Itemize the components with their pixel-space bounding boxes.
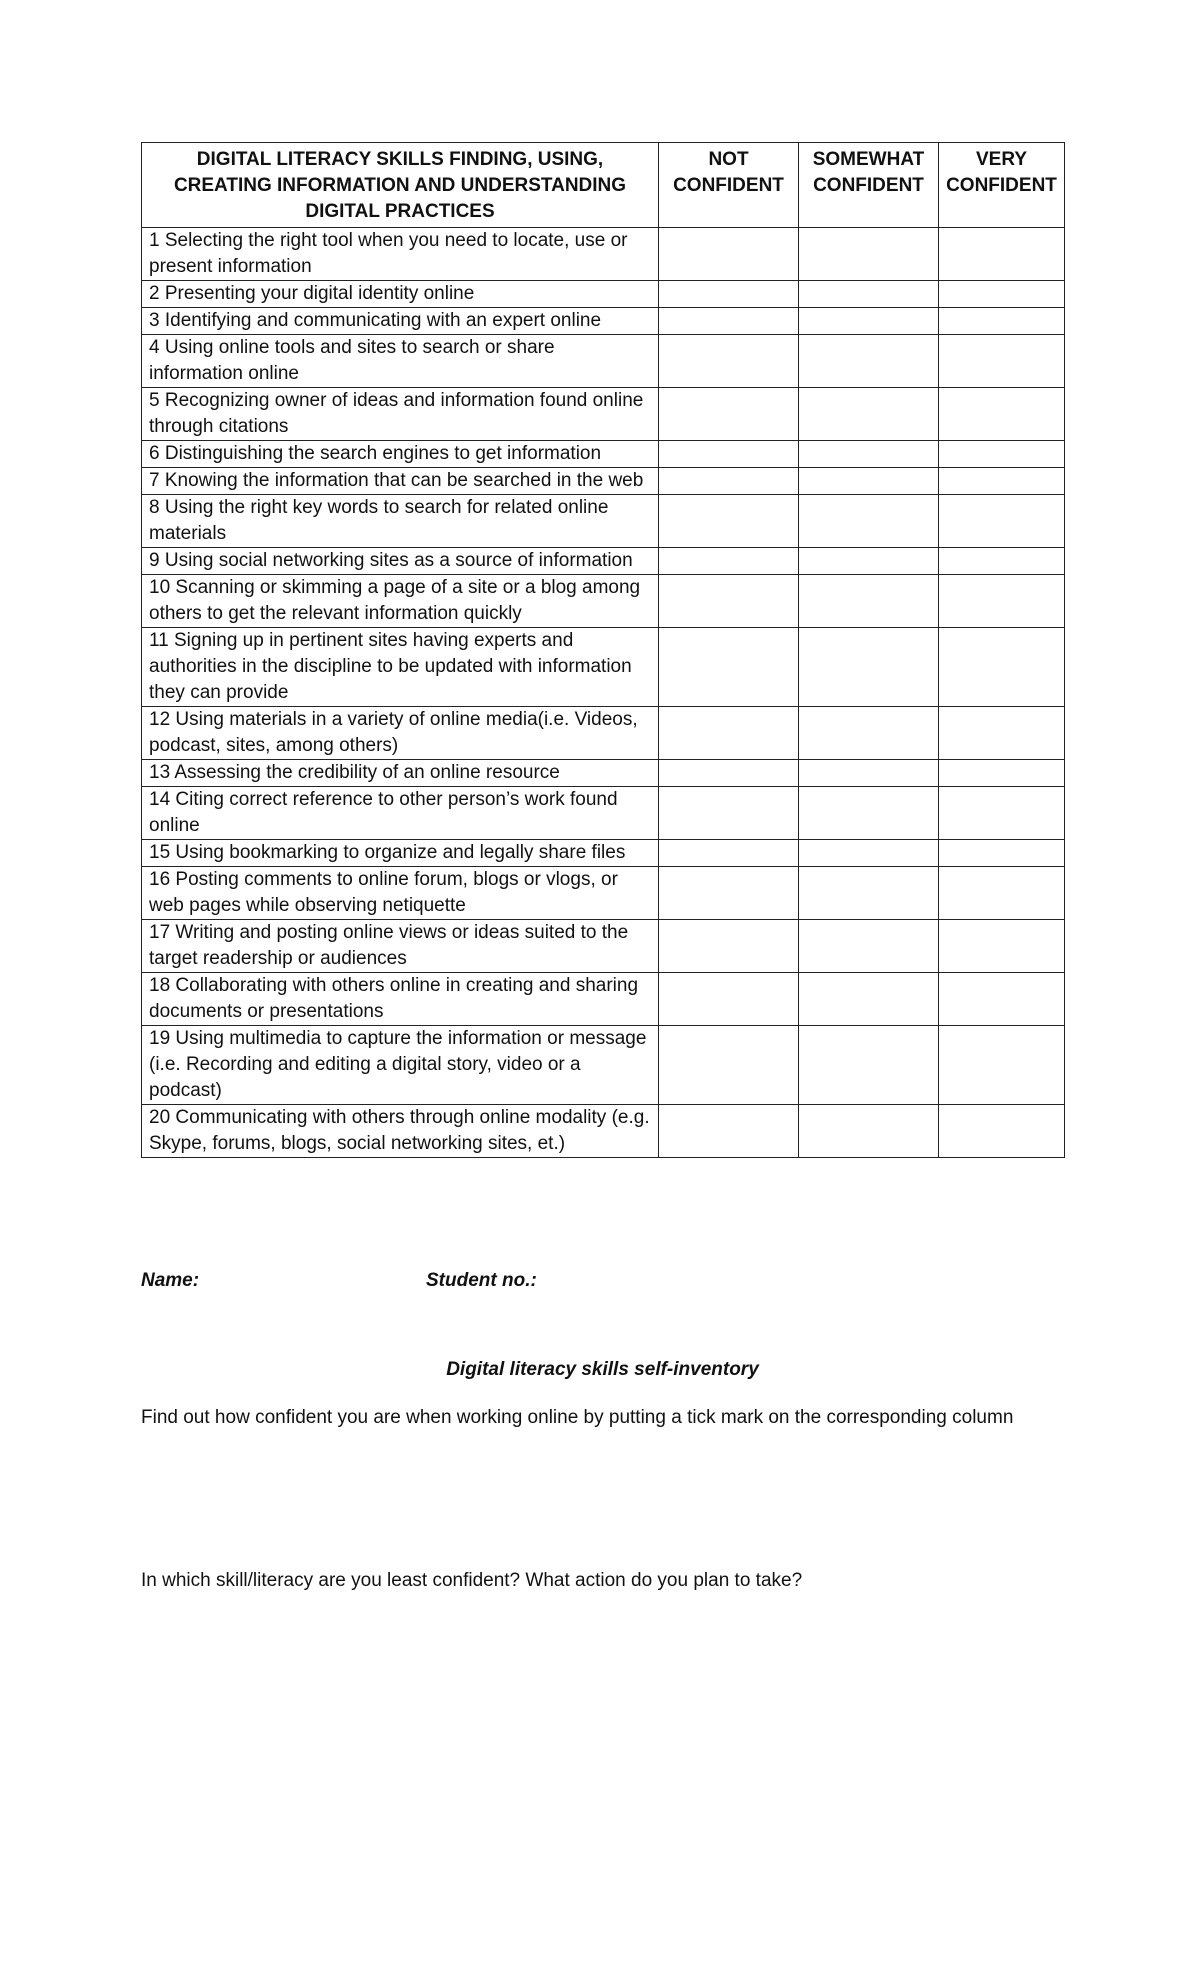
table-row bbox=[142, 840, 1065, 867]
skill-cell: 19 Using multimedia to capture the information or message (i.e. Recording and editing a digital story, video or a podcast) bbox=[142, 1026, 659, 1105]
table-row bbox=[142, 628, 1065, 707]
table-row bbox=[142, 973, 1065, 1026]
rating-cell-very-confident[interactable] bbox=[939, 308, 1065, 335]
rating-cell-very-confident[interactable] bbox=[939, 973, 1065, 1026]
rating-cell-very-confident[interactable] bbox=[939, 707, 1065, 760]
table-row bbox=[142, 1105, 1065, 1158]
rating-cell-not-confident[interactable] bbox=[659, 468, 799, 495]
rating-cell-somewhat-confident[interactable] bbox=[799, 707, 939, 760]
table-row bbox=[142, 308, 1065, 335]
rating-cell-very-confident[interactable] bbox=[939, 388, 1065, 441]
rating-cell-not-confident[interactable] bbox=[659, 628, 799, 707]
rating-cell-not-confident[interactable] bbox=[659, 920, 799, 973]
rating-cell-somewhat-confident[interactable] bbox=[799, 468, 939, 495]
rating-cell-not-confident[interactable] bbox=[659, 1026, 799, 1105]
skill-cell: 2 Presenting your digital identity online bbox=[142, 281, 659, 308]
rating-cell-somewhat-confident[interactable] bbox=[799, 308, 939, 335]
rating-cell-somewhat-confident[interactable] bbox=[799, 867, 939, 920]
table-row bbox=[142, 575, 1065, 628]
table-row bbox=[142, 468, 1065, 495]
rating-cell-somewhat-confident[interactable] bbox=[799, 575, 939, 628]
table-row bbox=[142, 867, 1065, 920]
table-row bbox=[142, 787, 1065, 840]
rating-cell-somewhat-confident[interactable] bbox=[799, 920, 939, 973]
rating-cell-somewhat-confident[interactable] bbox=[799, 495, 939, 548]
rating-cell-not-confident[interactable] bbox=[659, 281, 799, 308]
table-row bbox=[142, 441, 1065, 468]
skill-cell: 5 Recognizing owner of ideas and information found online through citations bbox=[142, 388, 659, 441]
rating-cell-somewhat-confident[interactable] bbox=[799, 628, 939, 707]
reflection-question: In which skill/literacy are you least confident? What action do you plan to take? bbox=[141, 1570, 803, 1591]
table-row bbox=[142, 281, 1065, 308]
rating-cell-not-confident[interactable] bbox=[659, 495, 799, 548]
rating-cell-very-confident[interactable] bbox=[939, 228, 1065, 281]
table-row bbox=[142, 548, 1065, 575]
rating-cell-very-confident[interactable] bbox=[939, 335, 1065, 388]
rating-cell-not-confident[interactable] bbox=[659, 388, 799, 441]
skill-cell: 13 Assessing the credibility of an online resource bbox=[142, 760, 659, 787]
rating-cell-very-confident[interactable] bbox=[939, 575, 1065, 628]
skills-inventory-table bbox=[141, 142, 1065, 1158]
rating-cell-somewhat-confident[interactable] bbox=[799, 281, 939, 308]
rating-cell-somewhat-confident[interactable] bbox=[799, 973, 939, 1026]
rating-cell-very-confident[interactable] bbox=[939, 1026, 1065, 1105]
rating-cell-somewhat-confident[interactable] bbox=[799, 1105, 939, 1158]
header-not-confident: NOT CONFIDENT bbox=[659, 143, 799, 228]
skill-cell: 1 Selecting the right tool when you need to locate, use or present information bbox=[142, 228, 659, 281]
rating-cell-not-confident[interactable] bbox=[659, 308, 799, 335]
rating-cell-not-confident[interactable] bbox=[659, 548, 799, 575]
skill-cell: 12 Using materials in a variety of online media(i.e. Videos, podcast, sites, among others) bbox=[142, 707, 659, 760]
skill-cell: 18 Collaborating with others online in creating and sharing documents or presentations bbox=[142, 973, 659, 1026]
table-row bbox=[142, 1026, 1065, 1105]
rating-cell-very-confident[interactable] bbox=[939, 628, 1065, 707]
rating-cell-very-confident[interactable] bbox=[939, 760, 1065, 787]
table-header-row bbox=[142, 143, 1065, 228]
skill-cell: 14 Citing correct reference to other person’s work found online bbox=[142, 787, 659, 840]
skill-cell: 15 Using bookmarking to organize and legally share files bbox=[142, 840, 659, 867]
skill-cell: 11 Signing up in pertinent sites having experts and authorities in the discipline to be updated with information they can provide bbox=[142, 628, 659, 707]
table-row bbox=[142, 228, 1065, 281]
header-skill: DIGITAL LITERACY SKILLS FINDING, USING, CREATING INFORMATION AND UNDERSTANDING DIGITAL PRACTICES bbox=[142, 143, 659, 228]
table-row bbox=[142, 920, 1065, 973]
rating-cell-very-confident[interactable] bbox=[939, 548, 1065, 575]
table-row bbox=[142, 760, 1065, 787]
rating-cell-somewhat-confident[interactable] bbox=[799, 441, 939, 468]
skill-cell: 17 Writing and posting online views or ideas suited to the target readership or audiences bbox=[142, 920, 659, 973]
skill-cell: 7 Knowing the information that can be searched in the web bbox=[142, 468, 659, 495]
rating-cell-not-confident[interactable] bbox=[659, 867, 799, 920]
inventory-title: Digital literacy skills self-inventory bbox=[446, 1359, 759, 1380]
rating-cell-very-confident[interactable] bbox=[939, 441, 1065, 468]
rating-cell-not-confident[interactable] bbox=[659, 441, 799, 468]
table-row bbox=[142, 707, 1065, 760]
table-row bbox=[142, 495, 1065, 548]
rating-cell-very-confident[interactable] bbox=[939, 787, 1065, 840]
skill-cell: 3 Identifying and communicating with an expert online bbox=[142, 308, 659, 335]
student-no-label: Student no.: bbox=[426, 1270, 537, 1291]
rating-cell-somewhat-confident[interactable] bbox=[799, 1026, 939, 1105]
rating-cell-somewhat-confident[interactable] bbox=[799, 228, 939, 281]
rating-cell-not-confident[interactable] bbox=[659, 787, 799, 840]
table-row bbox=[142, 335, 1065, 388]
rating-cell-very-confident[interactable] bbox=[939, 840, 1065, 867]
rating-cell-very-confident[interactable] bbox=[939, 495, 1065, 548]
inventory-instructions: Find out how confident you are when working online by putting a tick mark on the corresponding column bbox=[141, 1407, 1014, 1428]
rating-cell-very-confident[interactable] bbox=[939, 1105, 1065, 1158]
rating-cell-somewhat-confident[interactable] bbox=[799, 548, 939, 575]
skill-cell: 20 Communicating with others through online modality (e.g. Skype, forums, blogs, social networking sites, et.) bbox=[142, 1105, 659, 1158]
name-label: Name: bbox=[141, 1270, 200, 1291]
rating-cell-not-confident[interactable] bbox=[659, 707, 799, 760]
table-row bbox=[142, 388, 1065, 441]
rating-cell-not-confident[interactable] bbox=[659, 1105, 799, 1158]
rating-cell-very-confident[interactable] bbox=[939, 281, 1065, 308]
skills-table-body bbox=[142, 228, 1065, 1158]
skill-cell: 6 Distinguishing the search engines to get information bbox=[142, 441, 659, 468]
rating-cell-not-confident[interactable] bbox=[659, 760, 799, 787]
skill-cell: 9 Using social networking sites as a source of information bbox=[142, 548, 659, 575]
rating-cell-not-confident[interactable] bbox=[659, 228, 799, 281]
header-very-confident: VERY CONFIDENT bbox=[939, 143, 1065, 228]
rating-cell-not-confident[interactable] bbox=[659, 840, 799, 867]
rating-cell-somewhat-confident[interactable] bbox=[799, 760, 939, 787]
rating-cell-not-confident[interactable] bbox=[659, 335, 799, 388]
rating-cell-very-confident[interactable] bbox=[939, 468, 1065, 495]
skill-cell: 4 Using online tools and sites to search or share information online bbox=[142, 335, 659, 388]
rating-cell-somewhat-confident[interactable] bbox=[799, 840, 939, 867]
skill-cell: 8 Using the right key words to search for related online materials bbox=[142, 495, 659, 548]
header-somewhat-confident: SOMEWHAT CONFIDENT bbox=[799, 143, 939, 228]
rating-cell-somewhat-confident[interactable] bbox=[799, 787, 939, 840]
rating-cell-somewhat-confident[interactable] bbox=[799, 335, 939, 388]
rating-cell-somewhat-confident[interactable] bbox=[799, 388, 939, 441]
skill-cell: 10 Scanning or skimming a page of a site or a blog among others to get the relevant information quickly bbox=[142, 575, 659, 628]
rating-cell-not-confident[interactable] bbox=[659, 973, 799, 1026]
rating-cell-very-confident[interactable] bbox=[939, 867, 1065, 920]
rating-cell-not-confident[interactable] bbox=[659, 575, 799, 628]
skill-cell: 16 Posting comments to online forum, blogs or vlogs, or web pages while observing netiquette bbox=[142, 867, 659, 920]
rating-cell-very-confident[interactable] bbox=[939, 920, 1065, 973]
